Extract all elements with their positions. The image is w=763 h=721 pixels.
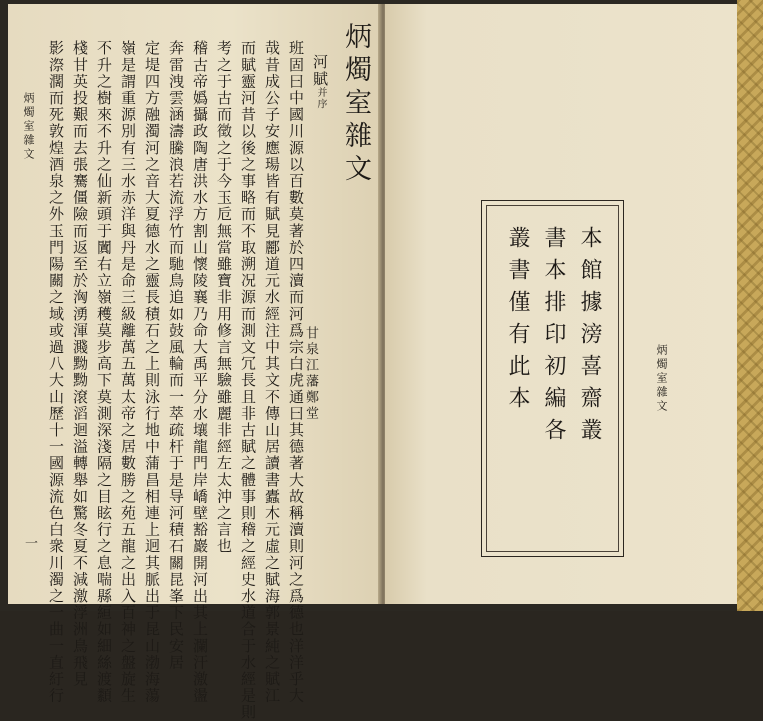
text-column: 嶺是謂重源別有三水赤洋與丹是命三級離萬五萬太帝之居數勝之苑五龍之出入百神之盤旋生 <box>119 40 137 704</box>
right-margin-title: 炳燭室雜文 <box>655 344 668 414</box>
text-column: 不升之樹來不升之仙新頭于闐右立嶺穫莫步高下莫測深淺隔之目眩行之息喘縣絙如細絲渡纇 <box>95 40 113 704</box>
text-column: 考之于古而徵之于今玉卮無當雖寶非用修言無驗雖麗非經左太沖之言也 <box>215 40 233 555</box>
notice-line: 書本排印初編各 <box>541 226 566 450</box>
publisher-notice <box>499 226 607 546</box>
text-column: 班固曰中國川源以百數莫著於四瀆而河爲宗白虎通曰其德著大故稱瀆則河之爲德也洋洋乎大 <box>287 40 305 704</box>
text-column: 奔雷洩雲涵濤騰浪若流浮竹而馳鳥追如鼓風輪而一萃疏杆于是导河積石關昆峯下民安居 <box>167 40 185 671</box>
decorative-endpaper <box>737 0 763 611</box>
text-column: 定堤四方融濁河之音大夏德水之靈長積石之上則泳行地中蒲昌相連上迥其脈出于昆山渤海蕩 <box>143 40 161 704</box>
text-column: 而賦靈河昔以後之事略而不取溯况源而測文冗長且非古賦之體事則稽之經史水道合于水經是則 <box>239 40 257 721</box>
author-line: 甘泉江藩鄭堂 <box>303 326 318 422</box>
notice-line: 叢書僅有此本 <box>505 226 530 418</box>
essay-body <box>47 40 332 721</box>
left-margin-title: 炳燭室雜文 <box>22 92 35 162</box>
essay-heading <box>308 54 332 595</box>
essay-title: 河賦 <box>311 54 329 88</box>
notice-line: 本館據滂喜齋叢 <box>577 226 602 450</box>
text-column: 哉昔成公子安應瑒皆有賦見酈道元水經注中其文不傳山居讀書蠹木元虛之賦海郭景純之賦江 <box>263 40 281 704</box>
text-column: 稽古帝嬀攝政陶唐洪水方割山懷陵襄乃命大禹平分水壤龍門岸嶠壁豁巖開河出其上瀾汗激盪 <box>191 40 209 704</box>
text-column: 影漈濶而死敦煌酒泉之外玉門陽關之域或過八大山歷十一國源流色白衆川濁之一曲一直紆行 <box>47 40 65 704</box>
essay-title-note: 并序 <box>315 87 326 111</box>
text-column: 棧甘英投艱而去張騫僵險而返至於洶湧渾濺黝黝滾滔迴溢轉舉如驚冬夏不減激浮洲鳥飛見 <box>71 40 89 688</box>
page-number: 一 <box>22 536 37 549</box>
book-title: 炳燭室雜文 <box>340 22 371 187</box>
